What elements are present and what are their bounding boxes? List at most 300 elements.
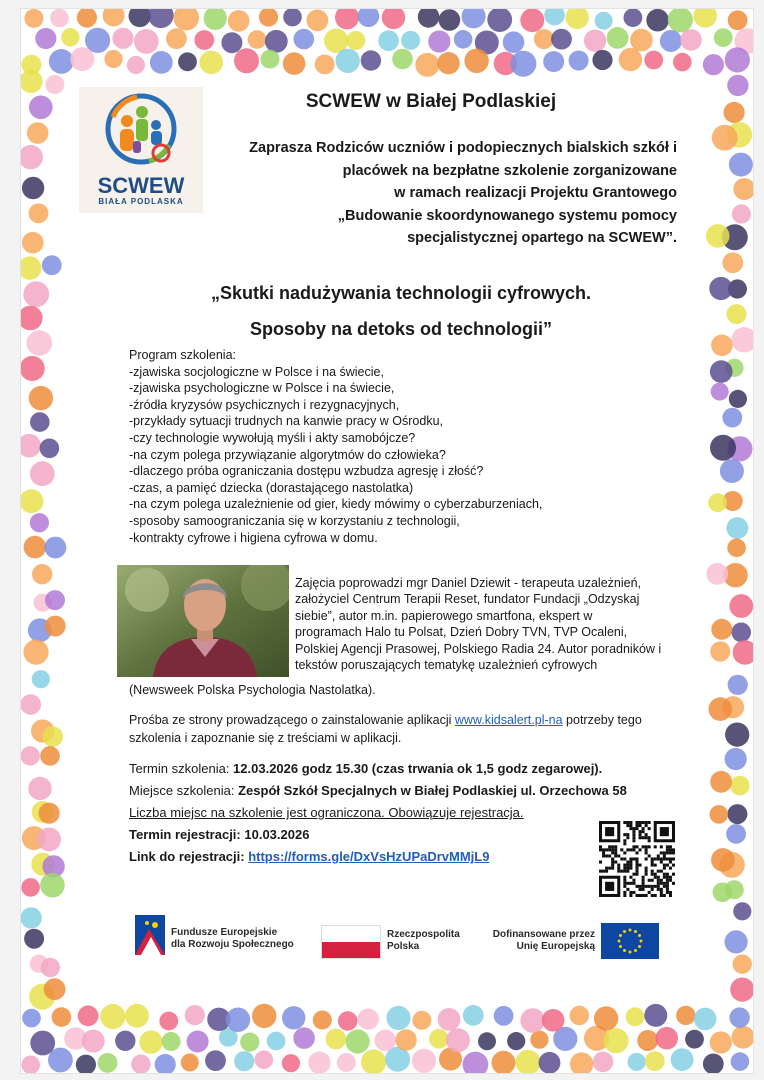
confetti-dot — [155, 1054, 176, 1073]
confetti-dot — [703, 1054, 724, 1074]
headline-line-1: „Skutki nadużywania technologii cyfrowych. — [210, 283, 592, 303]
confetti-dot — [720, 459, 744, 483]
trainer-photo — [117, 565, 289, 677]
confetti-dot — [148, 9, 174, 28]
family-icon — [79, 87, 203, 173]
program-item: -przykłady sytuacji trudnych na kanwie pracy w Ośrodku, — [129, 414, 444, 429]
confetti-dot — [40, 873, 65, 898]
confetti-dot — [21, 356, 45, 381]
confetti-dot — [166, 28, 187, 49]
confetti-dot — [645, 1051, 665, 1071]
confetti-dot — [205, 1050, 226, 1071]
confetti-dot — [463, 1005, 484, 1026]
rp-line: Rzeczpospolita — [387, 929, 460, 940]
confetti-dot — [711, 848, 735, 872]
fe-logo — [135, 915, 315, 957]
invite-line: Zaprasza Rodziców uczniów i podopiecznych bialskich szkół i — [249, 140, 677, 156]
confetti-dot — [49, 49, 74, 74]
bio-line: programach Halo tu Polsat, Dzień Dobry TVN, TVP Ocaleni, — [295, 625, 628, 640]
confetti-dot — [45, 537, 67, 559]
confetti-dot — [32, 670, 50, 688]
confetti-dot — [722, 408, 742, 428]
registration-date-value: 10.03.2026 — [244, 827, 310, 842]
confetti-dot — [226, 1008, 250, 1032]
confetti-dot — [710, 771, 732, 793]
note-text: potrzeby tego szkolenia i zapoznanie się z treściami w aplikacji. — [129, 713, 642, 745]
confetti-dot — [713, 883, 733, 903]
confetti-dot — [204, 9, 227, 30]
confetti-dot — [39, 803, 60, 824]
confetti-dot — [27, 330, 53, 356]
confetti-dot — [626, 1007, 645, 1026]
confetti-dot — [22, 232, 44, 254]
confetti-dot — [185, 1005, 205, 1025]
registration-link-row — [129, 849, 489, 864]
confetti-dot — [358, 1008, 379, 1029]
training-date — [129, 761, 602, 776]
confetti-dot — [32, 564, 52, 584]
confetti-dot — [21, 489, 43, 513]
confetti-dot — [668, 9, 693, 32]
rp-text — [387, 929, 460, 953]
confetti-dot — [240, 1033, 259, 1052]
confetti-dot — [392, 49, 413, 70]
training-date-value: 12.03.2026 godz 15.30 (czas trwania ok 1,5 godz zegarowej). — [233, 761, 603, 776]
confetti-dot — [727, 804, 747, 824]
confetti-dot — [382, 9, 405, 29]
training-place-value: Zespół Szkół Specjalnych w Białej Podlaskiej ul. Orzechowa 58 — [238, 783, 627, 798]
confetti-dot — [23, 640, 48, 665]
confetti-dot — [680, 29, 702, 51]
confetti-dot — [731, 327, 753, 352]
confetti-dot — [22, 177, 44, 199]
confetti-dot — [710, 1031, 732, 1053]
confetti-dot — [722, 252, 743, 273]
app-install-note — [129, 712, 669, 747]
confetti-dot — [709, 697, 733, 721]
training-date-label: Termin szkolenia: — [129, 761, 234, 776]
confetti-dot — [727, 539, 746, 558]
confetti-dot — [21, 907, 42, 928]
eu-line: Unię Europejską — [516, 941, 595, 952]
program-item: -kontrakty cyfrowe i higiena cyfrowa w domu. — [129, 530, 378, 545]
qr-code[interactable] — [599, 821, 675, 897]
confetti-dot — [326, 1029, 347, 1050]
confetti-dot — [37, 828, 61, 852]
confetti-dot — [520, 9, 544, 32]
confetti-dot — [386, 1006, 410, 1030]
confetti-dot — [725, 930, 748, 953]
confetti-dot — [23, 281, 49, 307]
confetti-dot — [711, 383, 729, 401]
confetti-dot — [282, 1054, 300, 1072]
invitation-text — [191, 137, 677, 250]
confetti-dot — [30, 513, 49, 532]
eu-flag-icon — [601, 923, 659, 959]
confetti-dot — [358, 9, 380, 27]
confetti-dot — [27, 122, 49, 144]
confetti-dot — [265, 30, 288, 53]
confetti-dot — [711, 335, 733, 357]
confetti-dot — [50, 9, 69, 27]
confetti-dot — [729, 153, 753, 177]
flyer-page — [20, 8, 754, 1074]
program-item: -na czym polega przywiązanie algorytmów do człowieka? — [129, 447, 446, 462]
training-place-label: Miejsce szkolenia: — [129, 783, 239, 798]
confetti-dot — [178, 52, 197, 71]
confetti-dot — [361, 1049, 386, 1073]
confetti-dot — [728, 10, 748, 30]
confetti-dot — [234, 48, 259, 73]
confetti-dot — [29, 96, 53, 120]
confetti-dot — [673, 53, 692, 72]
confetti-dot — [21, 145, 43, 169]
bio-line: Zajęcia poprowadzi mgr Daniel Dziewit - terapeuta uzależnień, — [295, 576, 642, 590]
confetti-dot — [730, 978, 753, 1002]
confetti-dot — [401, 31, 420, 50]
confetti-dot — [714, 28, 733, 47]
confetti-dot — [569, 51, 589, 71]
limited-seats-note: Liczba miejsc na szkolenie jest ograniczona. Obowiązuje rejestracja. — [129, 805, 524, 820]
confetti-dot — [710, 360, 733, 383]
confetti-dot — [676, 1006, 695, 1025]
confetti-dot — [595, 12, 613, 30]
confetti-dot — [507, 1032, 525, 1050]
confetti-dot — [29, 203, 49, 223]
confetti-dot — [415, 53, 439, 77]
kidsalert-link[interactable]: www.kidsalert.pl-na — [454, 713, 563, 727]
registration-link[interactable]: https://forms.gle/DxVsHzUPaDrvMMjL9 — [248, 849, 490, 864]
confetti-dot — [733, 640, 753, 665]
note-text: Prośba ze strony prowadzącego o zainstalowanie aplikacji — [129, 713, 455, 727]
bio-line: Polskiej Agencji Prasowej, Polskiego Radia 24. Autor poradników i — [295, 641, 662, 656]
confetti-dot — [711, 619, 732, 640]
training-headline — [121, 275, 681, 347]
confetti-dot — [248, 30, 267, 49]
confetti-dot — [446, 1028, 470, 1052]
confetti-dot — [40, 746, 60, 766]
confetti-dot — [624, 9, 643, 27]
confetti-dot — [725, 748, 747, 770]
registration-date — [129, 827, 309, 842]
confetti-dot — [261, 50, 280, 69]
confetti-dot — [76, 1055, 96, 1073]
confetti-dot — [21, 306, 43, 331]
confetti-dot — [487, 9, 512, 32]
confetti-dot — [592, 50, 612, 70]
invite-line: „Budowanie skoordynowanego systemu pomocy — [337, 207, 677, 224]
program-item: -na czym polega uzależnienie od gier, kiedy mówimy o cyberzaburzeniach, — [129, 497, 543, 512]
confetti-dot — [21, 1056, 40, 1074]
confetti-dot — [463, 1052, 489, 1073]
confetti-dot — [637, 1030, 658, 1051]
confetti-dot — [709, 277, 732, 300]
confetti-dot — [628, 1053, 646, 1071]
confetti-dot — [428, 30, 450, 52]
confetti-dot — [685, 1030, 704, 1049]
confetti-dot — [139, 1030, 162, 1053]
confetti-dot — [127, 56, 145, 74]
confetti-dot — [534, 29, 554, 49]
confetti-dot — [282, 1006, 305, 1029]
confetti-dot — [724, 102, 745, 123]
confetti-dot — [315, 55, 335, 75]
confetti-dot — [134, 29, 159, 54]
confetti-dot — [728, 675, 748, 695]
confetti-dot — [104, 50, 122, 68]
confetti-dot — [77, 9, 97, 28]
confetti-dot — [727, 304, 747, 324]
confetti-dot — [646, 9, 669, 32]
confetti-dot — [308, 1052, 330, 1074]
confetti-dot — [44, 978, 66, 1000]
confetti-dot — [655, 1027, 678, 1050]
confetti-dot — [42, 255, 62, 275]
confetti-dot — [378, 30, 399, 51]
invite-line: specjalistycznej opartego na SCWEW”. — [407, 230, 677, 246]
confetti-dot — [21, 256, 42, 279]
confetti-dot — [313, 1011, 332, 1030]
confetti-dot — [570, 1052, 593, 1073]
confetti-dot — [267, 1032, 286, 1051]
confetti-dot — [570, 1006, 589, 1025]
confetti-dot — [35, 28, 56, 49]
confetti-dot — [494, 1006, 514, 1026]
confetti-dot — [283, 52, 306, 75]
program-item: -zjawiska psychologiczne w Polsce i na świecie, — [129, 381, 395, 396]
program-heading: Program szkolenia: — [129, 348, 236, 362]
confetti-dot — [418, 9, 440, 28]
confetti-dot — [30, 1031, 55, 1056]
confetti-dot — [234, 1051, 254, 1071]
confetti-dot — [21, 434, 41, 458]
confetti-dot — [671, 1048, 694, 1071]
confetti-dot — [162, 1032, 181, 1051]
confetti-dot — [412, 1049, 436, 1073]
confetti-dot — [437, 52, 459, 74]
confetti-dot — [725, 47, 750, 72]
confetti-dot — [520, 1008, 545, 1033]
confetti-dot — [21, 70, 43, 93]
confetti-dot — [542, 1009, 565, 1032]
confetti-dot — [603, 1028, 628, 1053]
program-list — [129, 347, 659, 546]
confetti-dot — [52, 1007, 72, 1027]
confetti-dot — [732, 204, 751, 223]
confetti-dot — [255, 1050, 274, 1069]
confetti-dot — [593, 1052, 614, 1073]
confetti-dot — [22, 1009, 41, 1028]
rp-line: Polska — [387, 941, 420, 952]
confetti-dot — [644, 1004, 667, 1027]
bio-line: założyciel Centrum Terapii Reset, fundator Fundacji „Odzyskaj — [295, 592, 640, 607]
confetti-dot — [61, 28, 79, 46]
confetti-dot — [346, 1029, 370, 1053]
confetti-dot — [412, 1011, 431, 1030]
confetti-dot — [21, 746, 40, 765]
poland-flag-icon — [321, 925, 381, 959]
confetti-dot — [492, 1051, 516, 1073]
program-item: -czy technologie wywołują myśli i akty samobójcze? — [129, 430, 416, 445]
confetti-dot — [660, 30, 682, 52]
confetti-dot — [45, 616, 66, 637]
confetti-dot — [338, 1011, 358, 1031]
program-item: -sposoby samoograniczania się w korzystaniu z technologii, — [129, 513, 460, 528]
confetti-dot — [462, 9, 486, 28]
confetti-dot — [544, 9, 565, 25]
confetti-dot — [706, 224, 730, 248]
logo-city: BIAŁA PODLASKA — [98, 197, 184, 206]
registration-link-label: Link do rejestracji: — [129, 849, 249, 864]
confetti-dot — [594, 1006, 618, 1030]
page-title: SCWEW w Białej Podlaskiej — [305, 91, 557, 112]
confetti-dot — [42, 726, 63, 747]
confetti-dot — [708, 493, 727, 512]
confetti-dot — [45, 75, 64, 94]
confetti-dot — [727, 75, 748, 96]
confetti-dot — [731, 623, 751, 643]
confetti-dot — [45, 590, 65, 610]
confetti-dot — [733, 178, 753, 200]
confetti-dot — [530, 1031, 548, 1049]
confetti-dot — [307, 9, 329, 31]
confetti-dot — [252, 1004, 276, 1028]
confetti-dot — [100, 1004, 125, 1029]
confetti-dot — [28, 777, 51, 800]
confetti-dot — [40, 439, 60, 459]
confetti-dot — [729, 390, 747, 408]
confetti-dot — [710, 641, 730, 661]
confetti-dot — [395, 1029, 416, 1050]
confetti-dot — [733, 902, 751, 920]
confetti-dot — [181, 1054, 199, 1072]
confetti-dot — [726, 824, 746, 844]
confetti-dot — [293, 1027, 315, 1049]
invite-line: placówek na bezpłatne szkolenie zorganizowane — [342, 162, 677, 179]
confetti-dot — [725, 723, 749, 747]
confetti-dot — [129, 9, 151, 27]
confetti-dot — [464, 49, 488, 73]
confetti-dot — [21, 694, 41, 715]
confetti-dot — [731, 1052, 750, 1071]
confetti-dot — [78, 1005, 99, 1026]
eu-text — [485, 929, 595, 953]
confetti-dot — [584, 30, 606, 52]
confetti-dot — [115, 1031, 135, 1051]
confetti-dot — [194, 30, 214, 50]
confetti-dot — [539, 1052, 561, 1073]
confetti-dot — [125, 1004, 149, 1028]
confetti-dot — [732, 1026, 754, 1049]
confetti-dot — [710, 805, 729, 824]
bio-line: siebie”, autor m.in. papierowego smartfona, ekspert w — [295, 608, 593, 623]
confetti-dot — [694, 1008, 717, 1031]
fe-line: dla Rozwoju Społecznego — [171, 939, 294, 950]
trainer-bio — [295, 575, 675, 673]
confetti-dot — [630, 29, 653, 52]
bio-line: tekstów poruszających tematykę uzależnień cyfrowych — [295, 658, 598, 673]
headline-line-2: Sposoby na detoks od technologii” — [249, 319, 553, 339]
confetti-dot — [733, 955, 752, 974]
confetti-dot — [439, 9, 461, 31]
confetti-dot — [361, 50, 381, 70]
confetti-dot — [24, 929, 44, 949]
confetti-dot — [551, 29, 572, 50]
eu-logo — [485, 915, 665, 957]
confetti-dot — [200, 51, 224, 75]
confetti-dot — [150, 51, 173, 74]
confetti-dot — [566, 9, 589, 29]
registration-date-label: Termin rejestracji: — [129, 827, 245, 842]
confetti-dot — [98, 1053, 118, 1073]
training-place — [129, 783, 627, 798]
program-item: -źródła kryzysów psychicznych i rezygnacyjnych, — [129, 397, 400, 412]
fe-text — [171, 927, 294, 951]
confetti-dot — [726, 517, 748, 539]
invite-line: w ramach realizacji Projektu Grantowego — [394, 185, 677, 201]
confetti-dot — [478, 1032, 496, 1050]
confetti-dot — [29, 386, 53, 410]
confetti-dot — [24, 9, 43, 28]
confetti-dot — [228, 10, 250, 32]
confetti-dot — [70, 47, 94, 71]
confetti-dot — [21, 878, 40, 897]
confetti-dot — [112, 28, 133, 49]
confetti-dot — [346, 31, 365, 50]
confetti-dot — [259, 9, 278, 27]
logo-name: SCWEW — [97, 173, 185, 198]
confetti-dot — [30, 461, 55, 486]
rp-logo — [321, 915, 481, 957]
bio-line: (Newsweek Polska Psychologia Nastolatka). — [129, 683, 376, 697]
confetti-dot — [159, 1012, 178, 1031]
confetti-dot — [24, 536, 47, 559]
confetti-dot — [429, 1029, 449, 1049]
confetti-dot — [543, 51, 564, 72]
fe-line: Fundusze Europejskie — [171, 927, 278, 938]
confetti-dot — [30, 412, 50, 432]
confetti-dot — [41, 958, 60, 977]
confetti-dot — [374, 1030, 396, 1052]
confetti-dot — [706, 563, 728, 585]
scwew-logo — [79, 87, 203, 213]
confetti-dot — [516, 1050, 541, 1073]
confetti-dot — [644, 51, 663, 70]
eu-line: Dofinansowane przez — [492, 929, 595, 940]
confetti-dot — [510, 51, 536, 77]
confetti-dot — [438, 1008, 461, 1031]
confetti-dot — [703, 54, 724, 75]
confetti-dot — [103, 9, 125, 27]
confetti-dot — [454, 30, 473, 49]
confetti-dot — [712, 125, 738, 151]
confetti-dot — [337, 1053, 356, 1072]
confetti-dot — [729, 594, 753, 618]
confetti-dot — [619, 48, 642, 71]
confetti-dot — [503, 31, 525, 53]
confetti-dot — [187, 1031, 209, 1053]
confetti-dot — [283, 9, 302, 26]
confetti-dot — [131, 1055, 150, 1074]
confetti-dot — [82, 1030, 105, 1053]
program-item: -dlaczego próba ograniczania dostępu wzbudza agresję i złość? — [129, 464, 484, 479]
fe-flag-icon — [135, 915, 165, 955]
confetti-dot — [335, 9, 359, 29]
confetti-dot — [730, 776, 750, 796]
confetti-dot — [336, 49, 360, 73]
confetti-dot — [294, 29, 315, 50]
confetti-dot — [729, 1007, 749, 1027]
